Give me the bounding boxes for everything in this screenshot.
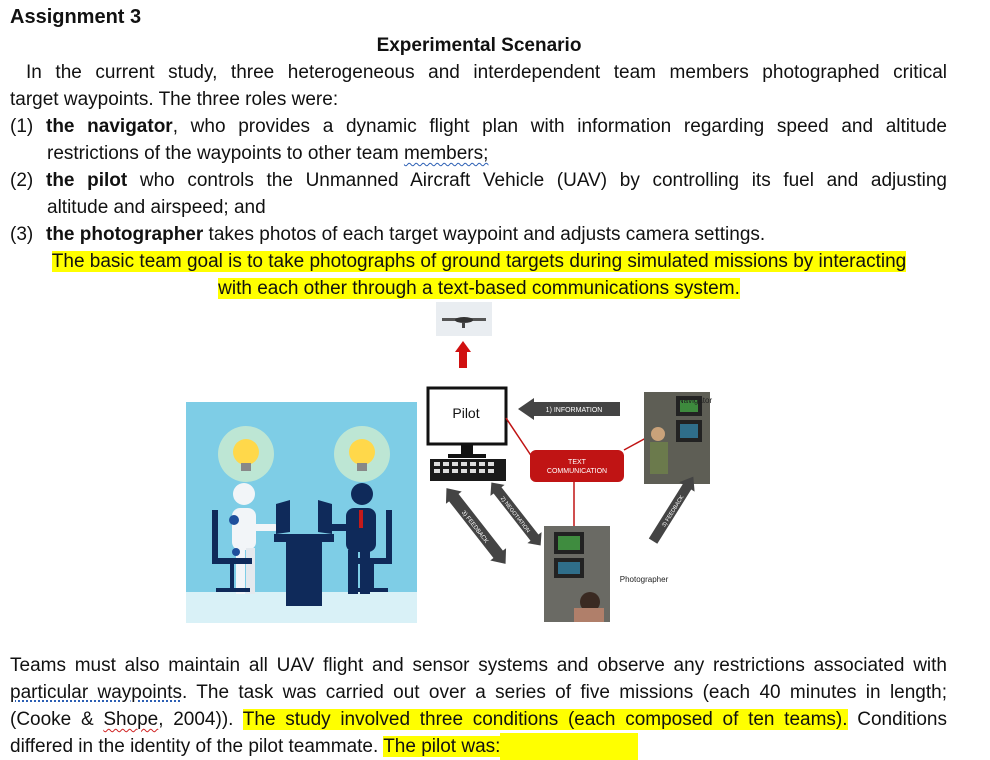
text-communication-box (530, 450, 624, 482)
role-name: the photographer (46, 224, 204, 245)
navigator-photo (644, 392, 710, 484)
photographer-label: Photographer (619, 575, 669, 584)
text-comm-line2: COMMUNICATION (546, 468, 608, 475)
body-text: . The task was carried out over a series of five missions (each 40 minutes in length; (182, 682, 947, 703)
grammar-flag-waypoints: particular waypoints (10, 682, 182, 703)
pilot-highlight: The pilot was: (383, 736, 501, 757)
role-item-photographer (10, 221, 765, 248)
role-number: (2) (10, 170, 34, 191)
citation-text: , 2004)). (158, 709, 243, 730)
feedback-right-label: 3) FEEDBACK (661, 494, 686, 529)
role-item-pilot-cont: altitude and airspeed; and (47, 197, 266, 218)
photographer-photo (544, 526, 610, 622)
grammar-flag-members: members; (403, 143, 489, 164)
information-arrow (518, 398, 620, 420)
section-title: Experimental Scenario (376, 35, 582, 56)
body-line-1: Teams must also maintain all UAV flight and sensor systems and observe any restrictions associated with (10, 655, 947, 676)
intro-line-1: In the current study, three heterogeneous and interdependent team members photographed critical (26, 62, 947, 83)
text-comm-line1: TEXT (568, 459, 586, 466)
role-item-pilot (10, 167, 947, 194)
teamwork-illustration (186, 402, 417, 623)
highlight-blank (500, 733, 638, 760)
body-text: differed in the identity of the pilot teammate. (10, 736, 384, 757)
body-line-3 (10, 706, 947, 733)
up-arrow-icon (455, 341, 471, 368)
pilot-label: Pilot (452, 405, 480, 421)
lightbulb-icon (334, 426, 390, 482)
lightbulb-icon (218, 426, 274, 482)
body-line-2 (10, 679, 947, 706)
goal-line-2 (0, 275, 958, 302)
role-number: (3) (10, 224, 34, 245)
pilot-computer (428, 388, 506, 481)
goal-highlight-1: The basic team goal is to take photographs of ground targets during simulated missions by interacting (51, 251, 907, 272)
conditions-highlight: The study involved three conditions (each composed of ten teams). (242, 709, 848, 730)
body-line-4 (10, 733, 638, 760)
navigator-label: Navigator (677, 396, 713, 405)
role-number: (1) (10, 116, 34, 137)
goal-line-1 (0, 248, 958, 275)
role-description: , who provides a dynamic flight plan with information regarding speed and altitude (172, 116, 947, 137)
negotiation-label: 2) NEGOTIATION (498, 495, 531, 535)
role-description: takes photos of each target waypoint and adjusts camera settings. (203, 224, 766, 245)
citation-text: (Cooke & (10, 709, 104, 730)
role-name: the navigator (46, 116, 173, 137)
spelling-flag-shope: Shope (103, 709, 159, 730)
information-label: 1) INFORMATION (545, 407, 603, 414)
assignment-title: Assignment 3 (10, 6, 142, 28)
body-text: Conditions (847, 709, 947, 730)
intro-line-2: target waypoints. The three roles were: (10, 89, 339, 110)
role-item-navigator-cont (47, 140, 488, 167)
role-description: who controls the Unmanned Aircraft Vehicle (UAV) by controlling its fuel and adjusting (127, 170, 947, 191)
feedback-left-label: 3) FEEDBACK (459, 509, 489, 545)
role-name: the pilot (46, 170, 128, 191)
role-item-navigator (10, 113, 947, 140)
goal-highlight-2: with each other through a text-based communications system. (218, 278, 740, 299)
team-communication-diagram (424, 300, 714, 626)
uav-image (436, 302, 492, 336)
role-description-cont: restrictions of the waypoints to other team (47, 143, 404, 164)
